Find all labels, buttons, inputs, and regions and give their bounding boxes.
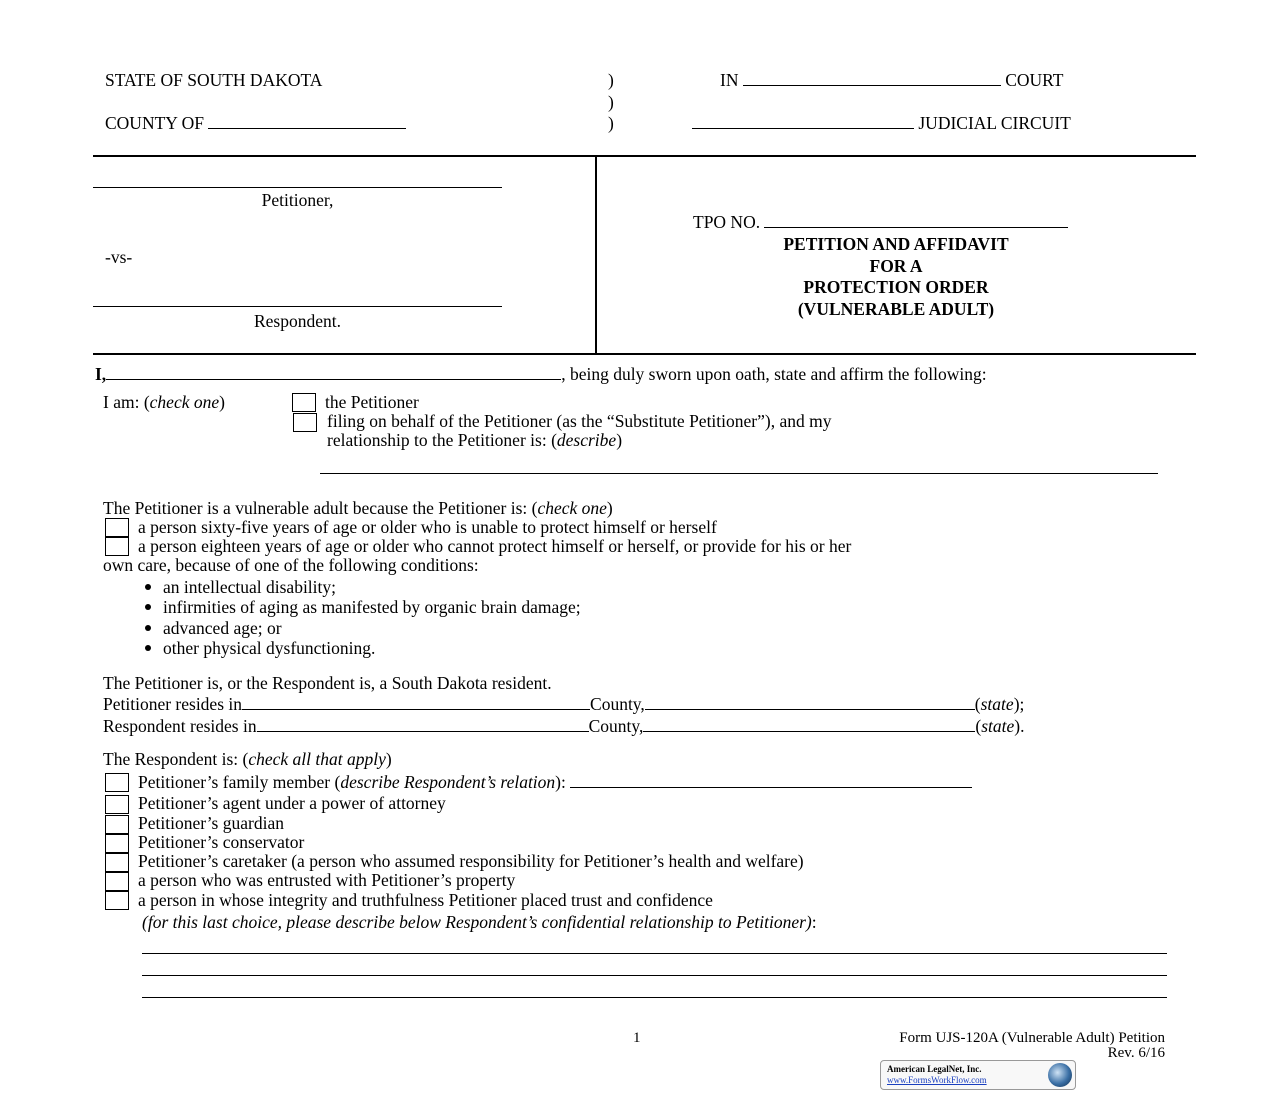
description-blank[interactable]: [142, 953, 1167, 954]
in-label: IN: [720, 70, 739, 90]
vs-label: -vs-: [105, 247, 133, 267]
option-label: Petitioner’s caretaker (a person who assumed responsibility for Petitioner’s health and welfare): [138, 851, 804, 871]
respondent-label: Respondent.: [253, 311, 341, 331]
county-label: COUNTY OF: [105, 113, 205, 133]
respondent-blank[interactable]: [93, 306, 502, 307]
vulnerable-intro: The Petitioner is a vulnerable adult because the Petitioner is: (check one): [103, 498, 613, 518]
state-blank[interactable]: [645, 695, 975, 710]
option-label: Petitioner’s guardian: [138, 813, 284, 833]
checkbox-property[interactable]: [105, 872, 129, 891]
paren: ): [608, 113, 614, 133]
option-label: a person sixty-five years of age or older who is unable to protect himself or herself: [138, 517, 717, 537]
checkbox-age-18[interactable]: [105, 537, 129, 556]
county-line: [105, 113, 406, 133]
paren: ): [608, 70, 614, 90]
relationship-blank[interactable]: [320, 473, 1158, 474]
option-label: a person in whose integrity and truthfulness Petitioner placed trust and confidence: [138, 890, 713, 910]
tpo-blank[interactable]: [764, 213, 1068, 228]
option-label: a person eighteen years of age or older who cannot protect himself or herself, or provide for his or her: [138, 536, 852, 556]
respondent-residence: Respondent resides in County, (state).: [103, 716, 1025, 736]
trust-note: (for this last choice, please describe below Respondent’s confidential relationship to Petitioner):: [142, 912, 817, 932]
circuit-line: [692, 113, 1071, 133]
petitioner-residence: Petitioner resides in County, (state);: [103, 694, 1025, 714]
county-blank[interactable]: [208, 114, 406, 129]
divider: [595, 156, 597, 354]
petitioner-label: Petitioner,: [261, 190, 334, 210]
revision: Rev. 6/16: [1107, 1045, 1165, 1061]
paren: ): [608, 92, 614, 112]
description-blank[interactable]: [142, 997, 1167, 998]
checkbox-guardian[interactable]: [105, 815, 129, 834]
form-title: PROTECTION ORDER: [803, 277, 989, 297]
court-label: COURT: [1005, 70, 1064, 90]
checkbox-substitute[interactable]: [293, 413, 317, 432]
checkbox-agent[interactable]: [105, 795, 129, 814]
residence-intro: The Petitioner is, or the Respondent is, a South Dakota resident.: [103, 673, 552, 693]
tpo-line: [693, 212, 1068, 232]
bullet-icon: [145, 625, 151, 631]
option-label: filing on behalf of the Petitioner (as the “Substitute Petitioner”), and my: [327, 411, 832, 431]
checkbox-trust[interactable]: [105, 891, 129, 910]
checkbox-caretaker[interactable]: [105, 853, 129, 872]
circuit-blank[interactable]: [692, 114, 914, 129]
option-label: relationship to the Petitioner is: (describe): [327, 430, 623, 450]
tpo-label: TPO NO.: [693, 212, 761, 232]
divider: [93, 155, 1196, 157]
option-label: own care, because of one of the following conditions:: [103, 555, 479, 575]
form-title: PETITION AND AFFIDAVIT: [783, 234, 1009, 254]
option-label: Petitioner’s conservator: [138, 832, 305, 852]
page-number: 1: [633, 1030, 641, 1046]
state-label: STATE OF SOUTH DAKOTA: [105, 70, 323, 90]
name-blank[interactable]: [106, 365, 561, 380]
checkbox-petitioner[interactable]: [292, 393, 316, 412]
form-title: (VULNERABLE ADULT): [797, 299, 995, 319]
option-label: the Petitioner: [325, 392, 419, 412]
bullet-icon: [145, 584, 151, 590]
checkbox-family[interactable]: [105, 773, 129, 792]
iam-label: I am: (check one): [103, 392, 225, 412]
option-label: a person who was entrusted with Petitioner’s property: [138, 870, 516, 890]
description-blank[interactable]: [142, 975, 1167, 976]
option-label: Petitioner’s family member (describe Respondent’s relation):: [138, 772, 972, 792]
condition-item: an intellectual disability;: [163, 577, 337, 597]
divider: [93, 353, 1196, 355]
checkbox-age-65[interactable]: [105, 518, 129, 537]
condition-item: other physical dysfunctioning.: [163, 638, 376, 658]
county-blank[interactable]: [257, 717, 589, 732]
court-line: [720, 70, 1063, 90]
globe-icon: [1048, 1063, 1072, 1087]
form-title: FOR A: [869, 256, 923, 276]
condition-item: infirmities of aging as manifested by organic brain damage;: [163, 597, 581, 617]
bullet-icon: [145, 645, 151, 651]
oath-line: I, , being duly sworn upon oath, state and affirm the following:: [95, 364, 987, 384]
option-label: Petitioner’s agent under a power of attorney: [138, 793, 446, 813]
court-blank[interactable]: [743, 71, 1001, 86]
county-blank[interactable]: [242, 695, 590, 710]
form-number: Form UJS-120A (Vulnerable Adult) Petition: [899, 1030, 1165, 1046]
logo-link[interactable]: www.FormsWorkFlow.com: [887, 1075, 987, 1085]
state-blank[interactable]: [643, 717, 975, 732]
checkbox-conservator[interactable]: [105, 834, 129, 853]
petitioner-blank[interactable]: [93, 187, 502, 188]
relation-blank[interactable]: [570, 773, 972, 788]
circuit-label: JUDICIAL CIRCUIT: [918, 113, 1071, 133]
condition-item: advanced age; or: [163, 618, 282, 638]
respondent-intro: The Respondent is: (check all that apply): [103, 749, 392, 769]
legalnet-logo[interactable]: American LegalNet, Inc. www.FormsWorkFlow.com: [880, 1060, 1076, 1090]
bullet-icon: [145, 604, 151, 610]
